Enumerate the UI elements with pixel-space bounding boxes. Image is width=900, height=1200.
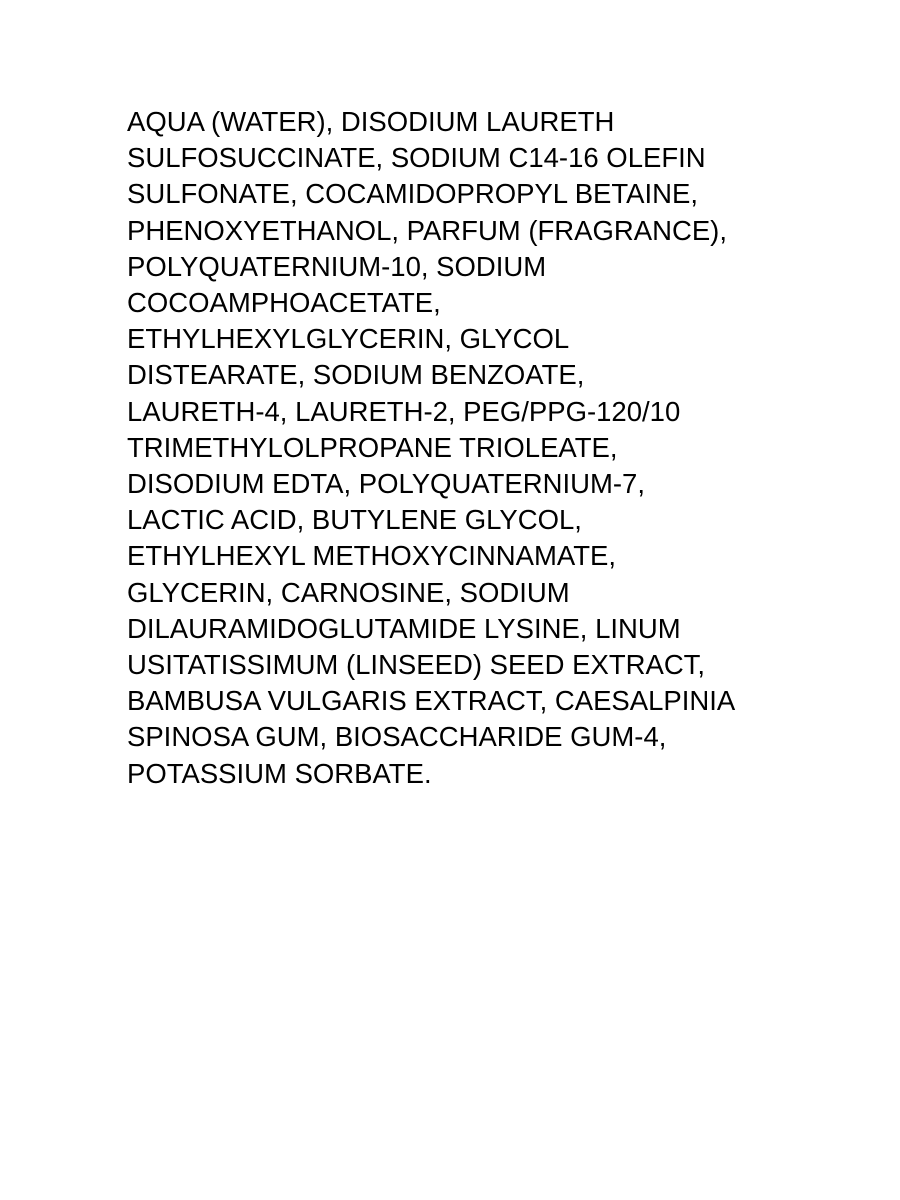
ingredients-line: LACTIC ACID, BUTYLENE GLYCOL, xyxy=(127,504,582,536)
ingredients-line: LAURETH-4, LAURETH-2, PEG/PPG-120/10 xyxy=(127,395,681,427)
ingredients-line: USITATISSIMUM (LINSEED) SEED EXTRACT, xyxy=(127,649,706,681)
ingredients-line: ETHYLHEXYLGLYCERIN, GLYCOL xyxy=(127,323,570,355)
ingredients-line: DILAURAMIDOGLUTAMIDE LYSINE, LINUM xyxy=(127,612,681,644)
ingredients-line: SULFOSUCCINATE, SODIUM C14-16 OLEFIN xyxy=(127,142,706,174)
ingredients-line: TRIMETHYLOLPROPANE TRIOLEATE, xyxy=(127,431,618,463)
ingredients-line: AQUA (WATER), DISODIUM LAURETH xyxy=(127,106,615,137)
ingredients-list xyxy=(127,104,827,792)
ingredients-line: SULFONATE, COCAMIDOPROPYL BETAINE, xyxy=(127,178,698,210)
ingredients-line: COCOAMPHOACETATE, xyxy=(127,287,441,319)
ingredients-line: DISODIUM EDTA, POLYQUATERNIUM-7, xyxy=(127,468,645,500)
ingredients-line: GLYCERIN, CARNOSINE, SODIUM xyxy=(127,576,570,608)
ingredients-line: POTASSIUM SORBATE. xyxy=(127,757,432,789)
ingredients-line: PHENOXYETHANOL, PARFUM (FRAGRANCE), xyxy=(127,214,727,246)
ingredients-line: ETHYLHEXYL METHOXYCINNAMATE, xyxy=(127,540,616,572)
ingredients-line: SPINOSA GUM, BIOSACCHARIDE GUM-4, xyxy=(127,721,667,753)
ingredients-line: BAMBUSA VULGARIS EXTRACT, CAESALPINIA xyxy=(127,685,736,717)
ingredients-line: DISTEARATE, SODIUM BENZOATE, xyxy=(127,359,585,391)
ingredients-line: POLYQUATERNIUM-10, SODIUM xyxy=(127,250,547,282)
